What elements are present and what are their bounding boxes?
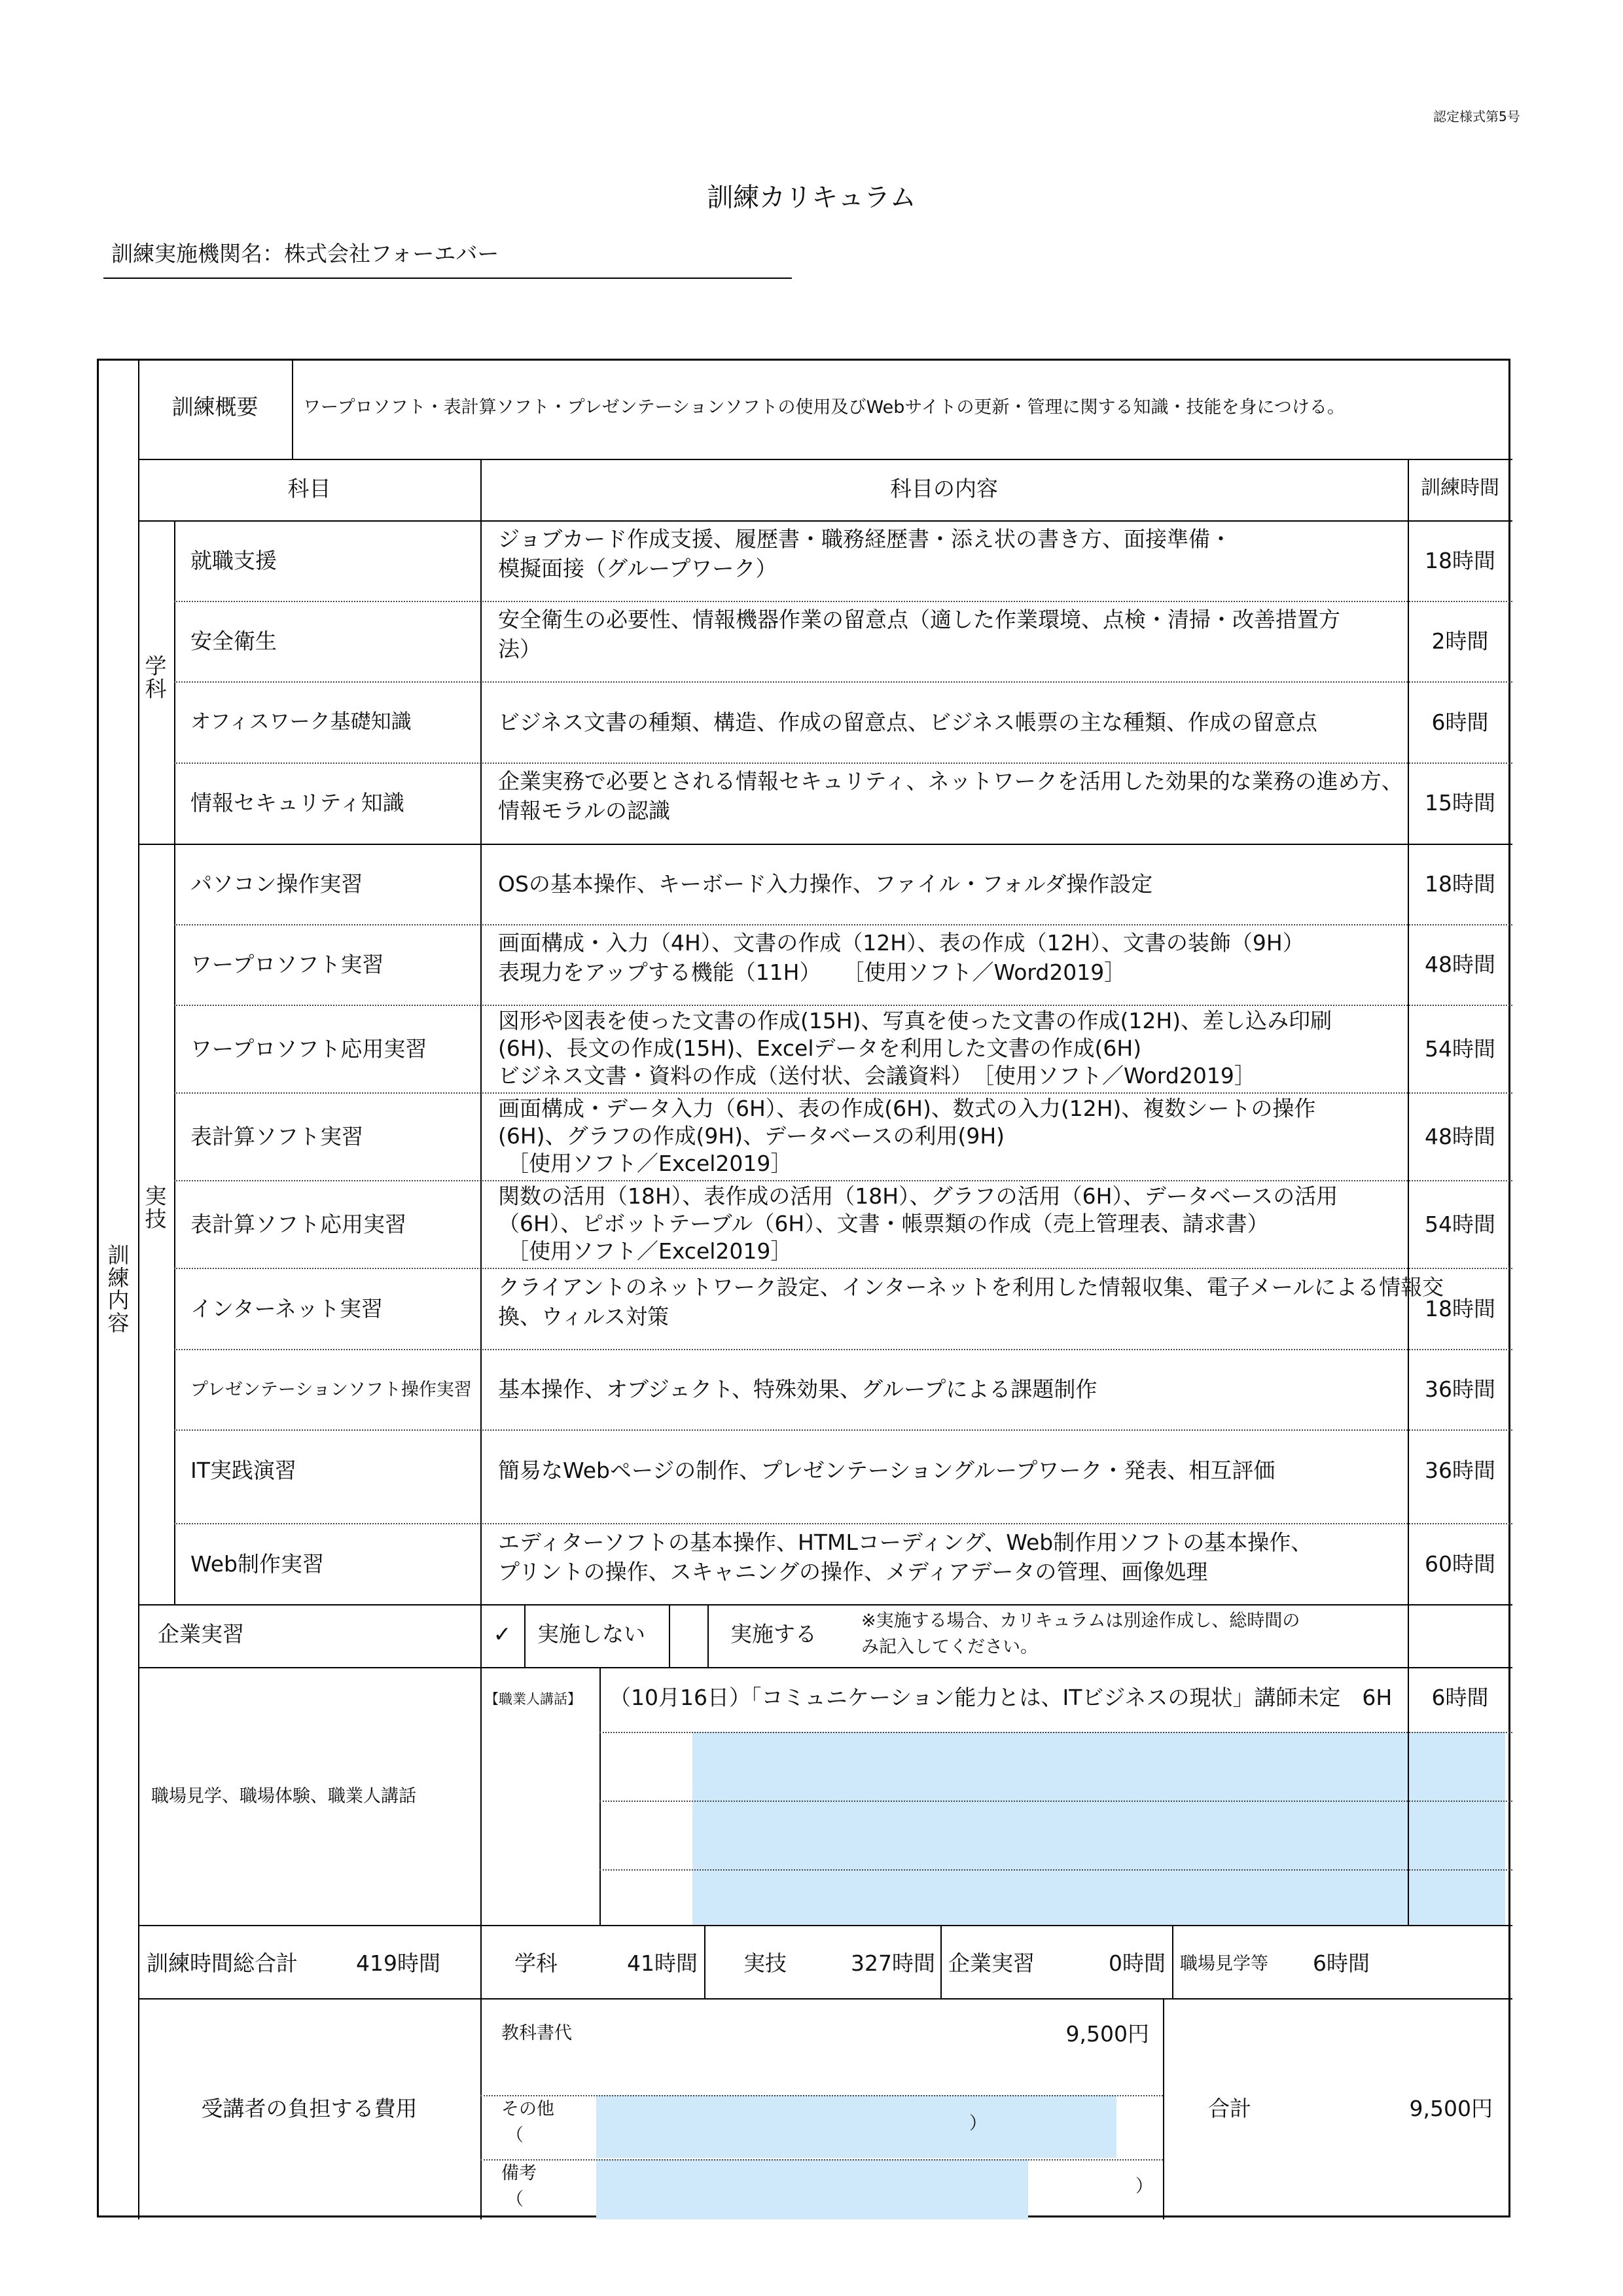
check-mark-icon[interactable]: ✓ [493, 1621, 512, 1647]
total-academic-value: 41時間 [627, 1950, 698, 1976]
institution-line [111, 237, 499, 268]
total-value: 419時間 [356, 1950, 440, 1976]
subject-word-processing: ワープロソフト実習 [190, 952, 384, 977]
overview-label: 訓練概要 [171, 394, 259, 420]
total-practical-value: 327時間 [851, 1950, 935, 1976]
subject-presentation: プレゼンテーションソフト操作実習 [190, 1380, 472, 1400]
internship-note: み記入してください。 [861, 1637, 1038, 1657]
content-line: ビジネス文書の種類、構造、作成の留意点、ビジネス帳票の主な種類、作成の留意点 [498, 709, 1318, 735]
workplace-entry[interactable]: （10月16日）「コミュニケーション能力とは、ITビジネスの現状」講師未定 6H [609, 1685, 1393, 1710]
content-line: 簡易なWebページの制作、プレゼンテーショングループワーク・発表、相互評価 [498, 1458, 1275, 1483]
page-title: 訓練カリキュラム [707, 183, 916, 213]
content-line: 基本操作、オブジェクト、特殊効果、グループによる課題制作 [498, 1376, 1097, 1402]
content-line: （6H）、ピボットテーブル（6H）、文書・帳票類の作成（売上管理表、請求書） [498, 1211, 1269, 1236]
subject-safety-health: 安全衛生 [190, 628, 277, 654]
cost-label: 受講者の負担する費用 [201, 2096, 418, 2121]
subject-spreadsheet: 表計算ソフト実習 [190, 1124, 363, 1149]
content-line: (6H)、グラフの作成(9H)、データベースの利用(9H) [498, 1123, 1005, 1149]
institution-underline [103, 278, 792, 279]
institution-name: 株式会社フォーエバー [284, 241, 499, 266]
option-conducted[interactable]: 実施する [730, 1621, 817, 1647]
remarks-fill [596, 2159, 1028, 2219]
subject-internet: インターネット実習 [190, 1296, 383, 1321]
total-visit-value: 6時間 [1313, 1950, 1370, 1976]
hours-cell: 54時間 [1425, 1211, 1495, 1237]
content-line: OSの基本操作、キーボード入力操作、ファイル・フォルダ操作設定 [498, 871, 1153, 897]
institution-label: 訓練実施機関名： [111, 241, 284, 266]
header-subject: 科目 [287, 476, 331, 501]
other-close-paren: ） [969, 2113, 987, 2134]
hours-cell: 18時間 [1425, 548, 1495, 573]
subject-job-support: 就職支援 [190, 548, 277, 573]
content-line: 換、ウィルス対策 [498, 1304, 669, 1329]
total-practical-label: 実技 [743, 1950, 787, 1976]
content-line: ［使用ソフト／Excel2019］ [507, 1151, 793, 1176]
subject-info-security: 情報セキュリティ知識 [190, 790, 404, 816]
workplace-entry-fill [692, 1732, 1505, 1926]
header-content: 科目の内容 [890, 476, 998, 501]
internship-note: ※実施する場合、カリキュラムは別途作成し、総時間の [861, 1611, 1300, 1631]
hours-cell: 2時間 [1431, 628, 1489, 654]
subject-web-production: Web制作実習 [190, 1551, 324, 1577]
other-label: その他 [501, 2099, 554, 2119]
hours-cell: 15時間 [1425, 790, 1495, 816]
total-internship-label: 企業実習 [948, 1950, 1035, 1976]
hours-cell: 36時間 [1425, 1458, 1495, 1483]
content-line: エディターソフトの基本操作、HTMLコーディング、Web制作用ソフトの基本操作、 [498, 1530, 1313, 1555]
workplace-tag: 【職業人講話】 [485, 1691, 581, 1707]
curriculum-table [97, 359, 1510, 2217]
cost-sum-value: 9,500円 [1409, 2096, 1493, 2121]
subject-it-practice: IT実践演習 [190, 1458, 296, 1483]
hours-cell: 36時間 [1425, 1376, 1495, 1402]
remarks-close-paren: ） [1135, 2176, 1153, 2197]
content-line: 画面構成・データ入力（6H）、表の作成(6H)、数式の入力(12H)、複数シートの操作 [498, 1096, 1316, 1121]
label-training-content: 訓練内容 [107, 1242, 130, 1336]
hours-cell: 18時間 [1425, 871, 1495, 897]
content-line: ビジネス文書・資料の作成（送付状、会議資料） ［使用ソフト／Word2019］ [498, 1063, 1256, 1088]
subject-word-advanced: ワープロソフト応用実習 [190, 1036, 427, 1062]
hours-cell: 18時間 [1425, 1296, 1495, 1321]
remarks-label: 備考 [501, 2163, 537, 2183]
hours-cell: 48時間 [1425, 1124, 1495, 1149]
content-line: 画面構成・入力（4H）、文書の作成（12H）、表の作成（12H）、文書の装飾（9H） [498, 930, 1304, 956]
other-open-paren: （ [506, 2125, 524, 2145]
subject-spreadsheet-advanced: 表計算ソフト応用実習 [190, 1211, 406, 1237]
option-not-conducted[interactable]: 実施しない [537, 1621, 645, 1647]
label-practical: 実技 [145, 1183, 167, 1232]
textbook-label: 教科書代 [501, 2023, 572, 2043]
content-line: ジョブカード作成支援、履歴書・職務経歴書・添え状の書き方、面接準備・ [498, 526, 1232, 552]
workplace-label: 職場見学、職場体験、職業人講話 [151, 1786, 416, 1806]
content-line: 安全衛生の必要性、情報機器作業の留意点（適した作業環境、点検・清掃・改善措置方 [498, 607, 1340, 632]
total-internship-value: 0時間 [1109, 1950, 1166, 1976]
hours-cell: 48時間 [1425, 952, 1495, 977]
label-academic: 学科 [145, 653, 167, 702]
content-line: 図形や図表を使った文書の作成(15H)、写真を使った文書の作成(12H)、差し込み印刷 [498, 1008, 1332, 1033]
other-cost-fill [596, 2095, 1116, 2158]
total-label: 訓練時間総合計 [147, 1950, 298, 1976]
content-line: クライアントのネットワーク設定、インターネットを利用した情報収集、電子メールによる情報交 [498, 1274, 1444, 1300]
content-line: 関数の活用（18H）、表作成の活用（18H）、グラフの活用（6H）、データベースの活用 [498, 1183, 1338, 1209]
content-line: (6H)、長文の作成(15H)、Excelデータを利用した文書の作成(6H) [498, 1035, 1142, 1061]
cost-sum-label: 合計 [1208, 2096, 1251, 2121]
content-line: プリントの操作、スキャニングの操作、メディアデータの管理、画像処理 [498, 1559, 1208, 1585]
content-line: 企業実務で必要とされる情報セキュリティ、ネットワークを活用した効果的な業務の進め方、 [498, 768, 1403, 794]
hours-cell: 6時間 [1431, 709, 1489, 735]
content-line: 情報モラルの認識 [498, 798, 671, 823]
content-line: 表現力をアップする機能（11H） ［使用ソフト／Word2019］ [498, 960, 1126, 985]
workplace-hours: 6時間 [1431, 1685, 1489, 1710]
remarks-open-paren: （ [506, 2189, 524, 2210]
hours-cell: 60時間 [1425, 1551, 1495, 1577]
content-line: ［使用ソフト／Excel2019］ [507, 1238, 793, 1264]
form-number: 認定様式第5号 [1433, 109, 1520, 124]
internship-label: 企業実習 [158, 1621, 244, 1647]
total-academic-label: 学科 [514, 1950, 558, 1976]
header-hours: 訓練時間 [1421, 476, 1499, 499]
content-line: 法） [498, 636, 541, 662]
subject-office-work: オフィスワーク基礎知識 [190, 710, 412, 734]
subject-pc-operation: パソコン操作実習 [190, 871, 363, 897]
textbook-value[interactable]: 9,500円 [1065, 2021, 1149, 2047]
hours-cell: 54時間 [1425, 1036, 1495, 1062]
overview-text: ワープロソフト・表計算ソフト・プレゼンテーションソフトの使用及びWebサイトの更新・管理に関する知識・技能を身につける。 [303, 397, 1345, 418]
content-line: 模擬面接（グループワーク） [498, 556, 777, 581]
total-visit-label: 職場見学等 [1180, 1954, 1268, 1974]
